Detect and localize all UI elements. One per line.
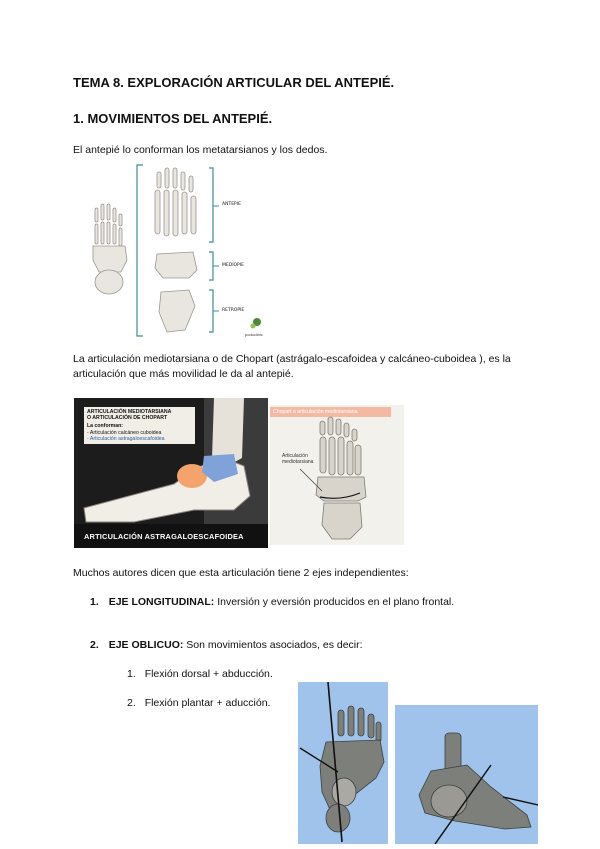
box-item-2: - Articulación astragaloescafoidea	[87, 435, 165, 442]
logo-text: podoclinic	[245, 332, 263, 337]
navicular-highlight	[177, 464, 207, 488]
xray-label-line-2: mediotarsiana	[282, 459, 314, 465]
label-retropie: RETROPIE	[222, 308, 245, 313]
label-antepie: ANTEPIE	[222, 202, 241, 207]
axis-item-2-name: EJE OBLICUO:	[108, 639, 184, 651]
box-title-1: ARTICULACIÓN MEDIOTARSIANA	[87, 409, 172, 415]
label-mediopie: MEDIOPIE	[222, 263, 244, 268]
xray-label	[282, 453, 313, 465]
oblique-axis-top-view	[298, 682, 388, 844]
oblique-axis-side-view	[395, 705, 538, 844]
box-subtitle: La conforman:	[87, 423, 124, 430]
axis-item-2	[90, 638, 363, 653]
hindfoot-bones	[159, 290, 195, 332]
photo-caption: ARTICULACIÓN ASTRAGALOESCAFOIDEA	[84, 532, 244, 541]
whole-foot-illustration	[93, 204, 127, 294]
sub-item-1	[127, 667, 273, 682]
xray-header: Chopart o articulación mediotarsiana	[270, 407, 391, 417]
chopart-xray-figure	[270, 405, 404, 545]
axis-item-1-name: EJE LONGITUDINAL:	[108, 596, 215, 608]
intro-paragraph: El antepié lo conforman los metatarsianos y los dedos.	[73, 144, 328, 156]
sub-item-2-text: Flexión plantar + aducción.	[144, 697, 271, 709]
chopart-photo	[74, 398, 268, 548]
forefoot-bones	[155, 168, 196, 236]
axis-item-2-desc: Son movimientos asociados, es decir:	[183, 639, 363, 651]
midfoot-bones	[155, 252, 197, 278]
section-heading: 1. MOVIMIENTOS DEL ANTEPIÉ.	[73, 111, 273, 126]
box-item-1: - Articulación calcáneo cuboidea	[87, 429, 162, 436]
foot-sections-figure	[85, 160, 285, 340]
axis-item-2-number: 2.	[90, 639, 99, 651]
sub-item-2-number: 2.	[127, 697, 136, 709]
axes-intro-paragraph: Muchos autores dicen que esta articulación tiene 2 ejes independientes:	[73, 567, 409, 579]
document-title: TEMA 8. EXPLORACIÓN ARTICULAR DEL ANTEPIÉ.	[73, 75, 395, 90]
chopart-paragraph: La articulación mediotarsiana o de Chopart (astrágalo-escafoidea y calcáneo-cuboidea ), es la articulación que más movilidad le da al antepié.	[73, 353, 511, 380]
sub-item-2	[127, 696, 270, 711]
xray-label-line-1: Articulación	[282, 453, 308, 459]
box-title-2: O ARTICULACIÓN DE CHOPART	[87, 415, 168, 422]
axis-item-1-desc: Inversión y eversión producidos en el plano frontal.	[214, 596, 455, 608]
chopart-info-box	[84, 407, 195, 444]
axis-item-1	[90, 595, 454, 610]
axis-item-1-number: 1.	[90, 596, 99, 608]
sub-item-1-number: 1.	[127, 668, 136, 680]
sub-item-1-text: Flexión dorsal + abducción.	[144, 668, 273, 680]
podoclinic-logo	[251, 318, 262, 329]
